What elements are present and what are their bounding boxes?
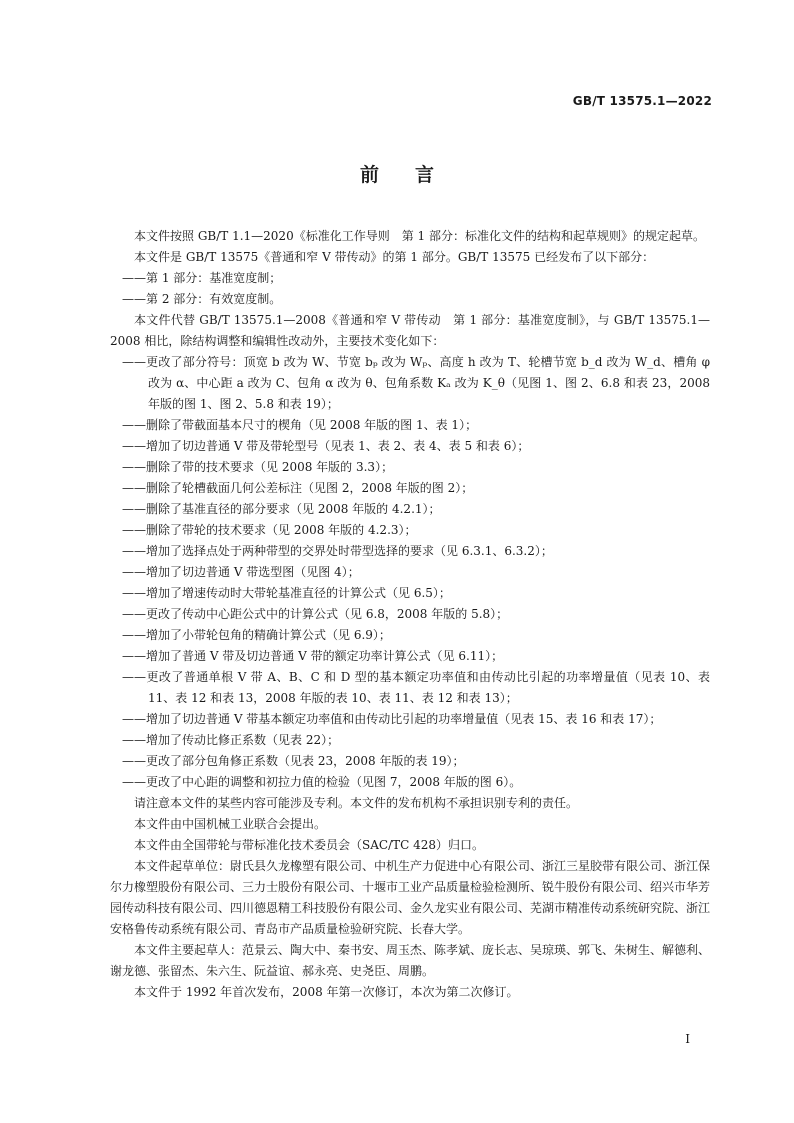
list-item-change: ——更改了部分包角修正系数（见表 23，2008 年版的表 19）； — [122, 754, 465, 768]
list-item-change: ——增加了增速传动时大带轮基准直径的计算公式（见 6.5）； — [122, 586, 451, 600]
list-item-change: ——删除了带轮的技术要求（见 2008 年版的 4.2.3）； — [122, 523, 417, 537]
list-item-change: ——增加了选择点处于两种带型的交界处时带型选择的要求（见 6.3.1、6.3.2）； — [122, 544, 553, 558]
paragraph-proposer: 本文件由中国机械工业联合会提出。 — [134, 817, 327, 831]
page-title: 前言 — [359, 164, 470, 186]
list-item-part: ——第 1 部分：基准宽度制； — [122, 271, 282, 285]
list-item-change: ——更改了传动中心距公式中的计算公式（见 6.8，2008 年版的 5.8）； — [122, 607, 509, 621]
foreword-body — [110, 226, 710, 1003]
paragraph-committee: 本文件由全国带轮与带标准化技术委员会（SAC/TC 428）归口。 — [134, 838, 485, 852]
list-item-change: ——删除了基准直径的部分要求（见 2008 年版的 4.2.1）； — [122, 502, 441, 516]
paragraph-replacement: 本文件代替 GB/T 13575.1—2008《普通和窄 V 带传动 第 1 部分：基准宽度制》，与 GB/T 13575.1—2008 相比，除结构调整和编辑性改动外，主要技术变化如下： — [110, 313, 710, 348]
list-item-change: ——增加了小带轮包角的精确计算公式（见 6.9）； — [122, 628, 391, 642]
list-item-change: ——增加了切边普通 V 带及带轮型号（见表 1、表 2、表 4、表 5 和表 6）； — [122, 439, 530, 453]
list-item-change: ——更改了普通单根 V 带 A、B、C 和 D 型的基本额定功率值和由传动比引起的功率增量值（见表 10、表 11、表 12 和表 13，2008 年版的表 10、表 11、表 12 和表 13）； — [122, 670, 710, 705]
list-item-change: ——增加了切边普通 V 带基本额定功率值和由传动比引起的功率增量值（见表 15、表 16 和表 17）； — [122, 712, 662, 726]
list-item-change: ——更改了部分符号：顶宽 b 改为 W、节宽 bₚ 改为 Wₚ、高度 h 改为 T、轮槽节宽 b_d 改为 W_d、槽角 φ 改为 α、中心距 a 改为 C、包角 α 改为 θ、包角系数 Kₐ 改为 K_θ（见图 1、图 2、6.8 和表 23，2008 年版的图 1、图 2、5.8 和表 19）； — [122, 355, 710, 411]
paragraph-patent-notice: 请注意本文件的某些内容可能涉及专利。本文件的发布机构不承担识别专利的责任。 — [134, 796, 579, 810]
page-number: I — [685, 1032, 690, 1046]
list-item-change: ——增加了传动比修正系数（见表 22）； — [122, 733, 340, 747]
list-item-change: ——增加了切边普通 V 带选型图（见图 4）； — [122, 565, 360, 579]
paragraph-history: 本文件于 1992 年首次发布，2008 年第一次修订，本次为第二次修订。 — [134, 985, 519, 999]
paragraph-drafters: 本文件主要起草人：范景云、陶大中、秦书安、周玉杰、陈孝斌、庞长志、吴琼瑛、郭飞、朱树生、解德利、谢龙德、张留杰、朱六生、阮益谊、郝永亮、史尧臣、周鹏。 — [110, 943, 711, 978]
list-item-part: ——第 2 部分：有效宽度制。 — [122, 292, 282, 306]
list-item-change: ——增加了普通 V 带及切边普通 V 带的额定功率计算公式（见 6.11）； — [122, 649, 504, 663]
paragraph-series-intro: 本文件是 GB/T 13575《普通和窄 V 带传动》的第 1 部分。GB/T 13575 已经发布了以下部分： — [134, 250, 655, 264]
standard-number: GB/T 13575.1—2022 — [572, 94, 712, 108]
list-item-change: ——删除了轮槽截面几何公差标注（见图 2，2008 年版的图 2）； — [122, 481, 474, 495]
list-item-change: ——删除了带的技术要求（见 2008 年版的 3.3）； — [122, 460, 394, 474]
list-item-change: ——删除了带截面基本尺寸的楔角（见 2008 年版的图 1、表 1）； — [122, 418, 478, 432]
paragraph-drafting-rule: 本文件按照 GB/T 1.1—2020《标准化工作导则 第 1 部分：标准化文件的结构和起草规则》的规定起草。 — [134, 229, 705, 243]
list-item-change: ——更改了中心距的调整和初拉力值的检验（见图 7，2008 年版的图 6）。 — [122, 775, 522, 789]
paragraph-drafting-units: 本文件起草单位：尉氏县久龙橡塑有限公司、中机生产力促进中心有限公司、浙江三星胶带有限公司、浙江保尔力橡塑股份有限公司、三力士股份有限公司、十堰市工业产品质量检验检测所、锐牛股份有限公司、绍兴市华芳园传动科技有限公司、四川德恩精工科技股份有限公司、金久龙实业有限公司、芜湖市精准传动系统研究院、浙江安格鲁传动系统有限公司、青岛市产品质量检验研究院、长春大学。 — [110, 859, 711, 936]
